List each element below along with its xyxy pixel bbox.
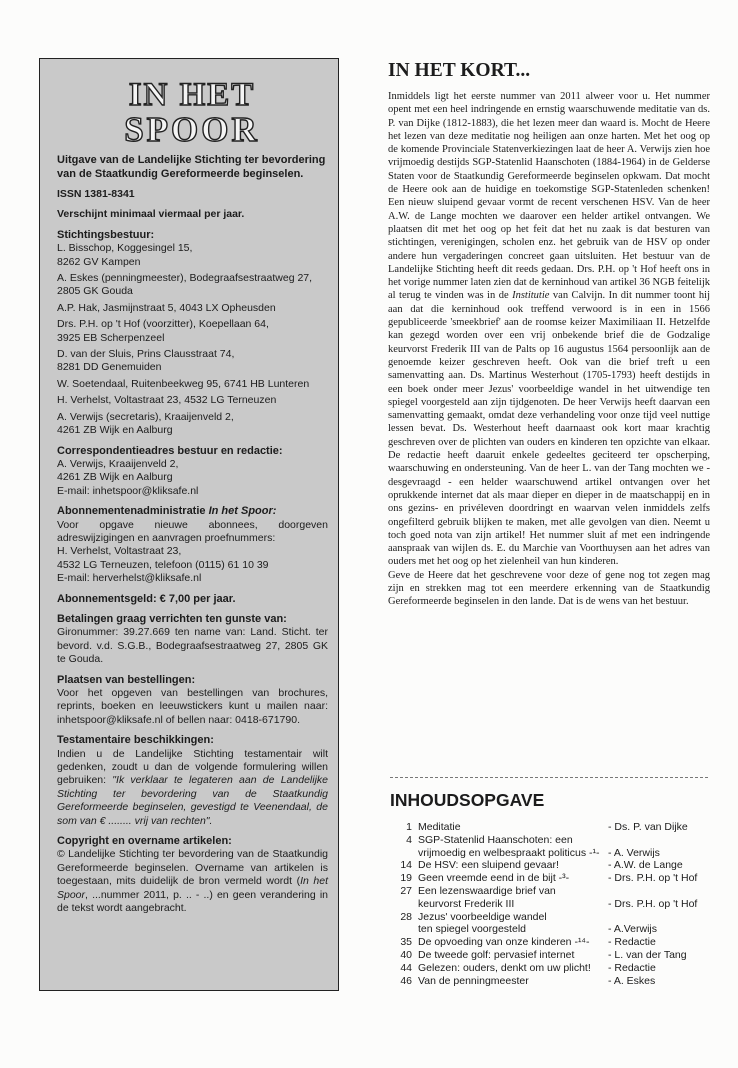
will-heading: Testamentaire beschikkingen: (57, 734, 214, 747)
colophon-box (39, 58, 339, 991)
correspondence-line: E-mail: inhetspoor@kliksafe.nl (57, 484, 199, 497)
toc-page-number: 28 (400, 910, 412, 923)
toc-row (390, 949, 710, 962)
board-member (57, 411, 328, 438)
board-member (57, 242, 328, 269)
subscriptions-line: H. Verhelst, Voltastraat 23, (57, 545, 182, 558)
will-text: Indien u de Landelijke Stichting testamentair wilt gedenken, zoudt u dan de volgende formulering willen gebruiken: "Ik verklaar te legateren aan de Landelijke Stichting ter bevordering van de Staatkundig Gereformeerde beginselen, gevestigd te Veenendaal, de som van € ........ vrij van rechten". (57, 747, 328, 827)
subscriptions-line: E-mail: herverhelst@kliksafe.nl (57, 572, 202, 585)
payment-heading: Betalingen graag verrichten ten gunste van: (57, 612, 287, 625)
toc-page-number: 40 (400, 948, 412, 961)
board-member-line: W. Soetendaal, Ruitenbeekweg 95, 6741 HB Lunteren (57, 377, 310, 390)
toc-entry-author: - A.Verwijs (608, 923, 658, 936)
toc-entry-title: Een lezenswaardige brief van (418, 884, 556, 897)
subscriptions-heading: Abonnementenadministratie In het Spoor: (57, 505, 277, 518)
toc-entry-author: - A. Verwijs (608, 846, 660, 859)
subscriptions-section (57, 505, 328, 585)
toc-page-number: 19 (400, 872, 412, 885)
toc-entry-author: - A. Eskes (608, 974, 656, 987)
toc-page-number (390, 847, 418, 860)
publisher-line: Uitgave van de Landelijke Stichting ter bevordering van de Staatkundig Gereformeerde beginselen. (57, 154, 326, 180)
board-member-line: A.P. Hak, Jasmijnstraat 5, 4043 LX Opheusden (57, 301, 276, 314)
subscriptions-line: 4532 LG Terneuzen, telefoon (0115) 61 10 39 (57, 558, 269, 571)
toc-entry-author (608, 911, 710, 924)
board-member (57, 394, 328, 407)
toc-row (390, 847, 710, 860)
board-heading: Stichtingsbestuur: (57, 228, 155, 241)
toc-row (390, 975, 710, 988)
toc-page-number: 4 (406, 833, 412, 846)
board-member-line: H. Verhelst, Voltastraat 23, 4532 LG Terneuzen (57, 394, 277, 407)
orders-section (57, 674, 328, 728)
toc-entry-author: - Ds. P. van Dijke (608, 821, 688, 833)
board-member-line: Drs. P.H. op 't Hof (voorzitter), Koepellaan 64, (57, 318, 269, 331)
toc-entry-author: - Drs. P.H. op 't Hof (608, 897, 698, 910)
toc-page-number: 35 (400, 936, 412, 949)
payment-text: Gironummer: 39.27.669 ten name van: Land. Sticht. ter bevord. v.d. S.G.B., Bodegraafsestraatweg 27, 2805 GK te Gouda. (57, 626, 328, 666)
board-member (57, 272, 328, 299)
frequency: Verschijnt minimaal viermaal per jaar. (57, 208, 245, 221)
toc-entry-author: - Redactie (608, 936, 656, 949)
payment-section (57, 613, 328, 667)
board-list (57, 242, 328, 437)
correspondence-section (57, 445, 328, 499)
toc-row (390, 885, 710, 898)
will-section (57, 734, 328, 828)
board-member-line: A. Eskes (penningmeester), Bodegraafsestraatweg 27, (57, 272, 313, 285)
toc-entry-title: De opvoeding van onze kinderen -¹⁴- (418, 936, 590, 949)
orders-text: Voor het opgeven van bestellingen van brochures, reprints, boeken en leeuwstickers kunt u mailen naar: inhetspoor@kliksafe.nl of bellen naar: 0418-671790. (57, 687, 328, 726)
copyright-heading: Copyright en overname artikelen: (57, 835, 232, 848)
section-divider (390, 777, 708, 778)
board-member-line: 2805 GK Gouda (57, 285, 133, 298)
board-section (57, 229, 328, 438)
toc-row (390, 911, 710, 924)
issn: ISSN 1381-8341 (57, 188, 135, 200)
toc-entry-title: Van de penningmeester (418, 974, 529, 987)
toc-entry-title: Meditatie (418, 821, 461, 833)
article-paragraph: Geve de Heere dat het geschrevene voor deze of gene nog tot zegen mag zijn en strekken mag tot een meerdere erkenning van de Staatkundig Gereformeerde beginselen in den lande. Dat is de wens van het bestuur. (388, 569, 710, 608)
toc-page-number: 1 (406, 821, 412, 833)
correspondence-line: A. Verwijs, Kraaijenveld 2, (57, 457, 179, 470)
toc-entry-title: Jezus' voorbeeldige wandel (418, 910, 547, 923)
toc-title: INHOUDSOPGAVE (390, 790, 545, 810)
toc-row (390, 872, 710, 885)
toc-page-number (390, 923, 418, 936)
toc-row (390, 962, 710, 975)
article-paragraph: Inmiddels ligt het eerste nummer van 2011 alweer voor u. Het nummer opent met een heel indringende en ernstig waarschuwende meditatie van ds. P. van Dijke (1812-1883), die het lezen meer dan waard is. Mocht de Heere het lezen van deze meditatie nog heiligen aan onze harten. Met het oog op de komende Provinciale Statenverkiezingen laat de heer A. Verwijs zien hoe vrijmoedig destijds SGP-Statenlid Haanschoten (1884-1964) in de Gelderse Staten voor de Staatkundig Gereformeerde beginselen opkwam. Dat mocht de Heere ook aan de huidige en toekomstige SGP-Statenleden schenken! Een nieuw sluipend gevaar vormt de recent verschenen HSV. Van de heer A.W. de Lange mochten we daarover een helder artikel ontvangen. We plaatsen dit met het oog op het feit dat het nu zaak is dat besturen van stichtingen, verenigingen, scholen enz. het gebruik van de HSV op onder andere hun vergaderingen concreet gaan uitsluiten. Het bestuur van de Landelijke Stichting heeft dit reeds gedaan. Drs. P.H. op 't Hof heeft ons in het vorige nummer laten zien dat de kerninhoud van artikel 36 NGB feitelijk al terug te vinden was in de Institutie van Calvijn. In dit nummer toont hij aan dat die kerninhoud ook treffend verwoord is in een in 1566 gepubliceerde 'smeekbrief' aan de roomse keizer Maximiliaan II. Hetzelfde kan gezegd worden over een vrij onbekende brief die de Godzalige keurvorst Frederik III van de Palts op 16 augustus 1564 persoonlijk aan de genoemde keizer geschreven heeft. Ook van die brief treft u een samenvatting aan. Ds. Martinus Westerhout (1705-1793) heeft destijds in een boek onder meer Jezus' voorbeeldige wandel in het uitwendige ten spiegel voorgesteld aan zijn tijdgenoten. De heer Verwijs heeft daarvan een samenvatting gemaakt, omdat deze verhandeling voor onze tijd veel nuttige lessen bevat. Ds. Westerhout heeft daarnaast ook kort maar krachtig geschreven over de plichten van ouders en kinderen ten opzichte van elkaar. De redactie heeft daaruit enkele gedeeltes geciteerd ter opscherping, waarschuwing en ondersteuning. Van de heer L. van der Tang mochten we - desgevraagd - een helder waarschuwend artikel ontvangen over het oprukkende internet dat als maar dieper en dieper in de maatschappij en in ons gezins- en privéleven doordringt en waarvan velen inmiddels zelfs ongefilterd gebruik blijken te maken, met alle gevolgen van dien. Neemt u toch goed nota van zijn artikel! Het nummer sluit af met een indringende aanspraak van wijlen ds. E. du Marchie van Voorthuysen aan het adres van ouders met het oog op het zielenheil van hun kinderen. (388, 91, 710, 568)
toc-entry-author: - A.W. de Lange (608, 859, 683, 872)
board-member-line: D. van der Sluis, Prins Clausstraat 74, (57, 348, 235, 361)
toc-page-number: 14 (400, 859, 412, 872)
board-member-line: 3925 EB Scherpenzeel (57, 331, 165, 344)
toc-entry-title: Geen vreemde eend in de bijt -³- (418, 872, 570, 885)
toc-entry-title: De HSV: een sluipend gevaar! (418, 859, 559, 872)
copyright-text: © Landelijke Stichting ter bevordering van de Staatkundig Gereformeerde beginselen. Overname van artikelen is toegestaan, mits duidelijk de bron vermeld wordt (In het Spoor, ...nummer 2011, p. .. - ..) en geen verandering in de tekst wordt aangebracht. (57, 848, 328, 915)
toc-page-number: 46 (400, 974, 412, 987)
toc-page-number: 44 (400, 961, 412, 974)
board-member (57, 302, 328, 315)
toc-entry-title: De tweede golf: pervasief internet (418, 948, 575, 961)
toc-page-number: 27 (400, 884, 412, 897)
board-member-line: A. Verwijs (secretaris), Kraaijenveld 2, (57, 410, 234, 423)
toc-entry-title: vrijmoedig en welbespraakt politicus -¹- (418, 846, 600, 859)
board-member-line: L. Bisschop, Koggesingel 15, (57, 242, 193, 255)
board-member-line: 8262 GV Kampen (57, 255, 141, 268)
toc-entry-author: - L. van der Tang (608, 948, 687, 961)
toc-entry-author: - Redactie (608, 961, 656, 974)
in-het-kort-article (388, 60, 710, 609)
table-of-contents (390, 821, 710, 987)
board-member (57, 378, 328, 391)
correspondence-line: 4261 ZB Wijk en Aalburg (57, 471, 173, 484)
toc-row (390, 898, 710, 911)
copyright-section (57, 835, 328, 915)
toc-row (390, 936, 710, 949)
board-member-line: 8281 DD Genemuiden (57, 361, 162, 374)
board-member (57, 318, 328, 345)
article-title: IN HET KORT... (388, 60, 531, 81)
correspondence-heading: Correspondentieadres bestuur en redactie: (57, 444, 283, 457)
in-het-spoor-logo (100, 73, 285, 145)
toc-entry-title: ten spiegel voorgesteld (418, 923, 526, 936)
toc-row (390, 923, 710, 936)
toc-row (390, 859, 710, 872)
svg-text:SPOOR: SPOOR (124, 110, 260, 145)
toc-entry-author: - Drs. P.H. op 't Hof (608, 872, 698, 885)
toc-entry-title: keurvorst Frederik III (418, 897, 515, 910)
board-member (57, 348, 328, 375)
orders-heading: Plaatsen van bestellingen: (57, 673, 196, 686)
subscriptions-text: Voor opgave nieuwe abonnees, doorgeven adreswijzigingen en aanvragen proefnummers: (57, 518, 328, 544)
subscription-fee: Abonnementsgeld: € 7,00 per jaar. (57, 592, 236, 605)
toc-row (390, 834, 710, 847)
toc-row (390, 821, 710, 834)
toc-entry-author (608, 885, 710, 898)
board-member-line: 4261 ZB Wijk en Aalburg (57, 424, 173, 437)
toc-entry-title: Gelezen: ouders, denkt om uw plicht! (418, 961, 591, 974)
toc-entry-author (608, 834, 710, 847)
toc-entry-title: SGP-Statenlid Haanschoten: een (418, 833, 573, 846)
svg-text:IN HET: IN HET (128, 77, 256, 113)
toc-page-number (390, 898, 418, 911)
